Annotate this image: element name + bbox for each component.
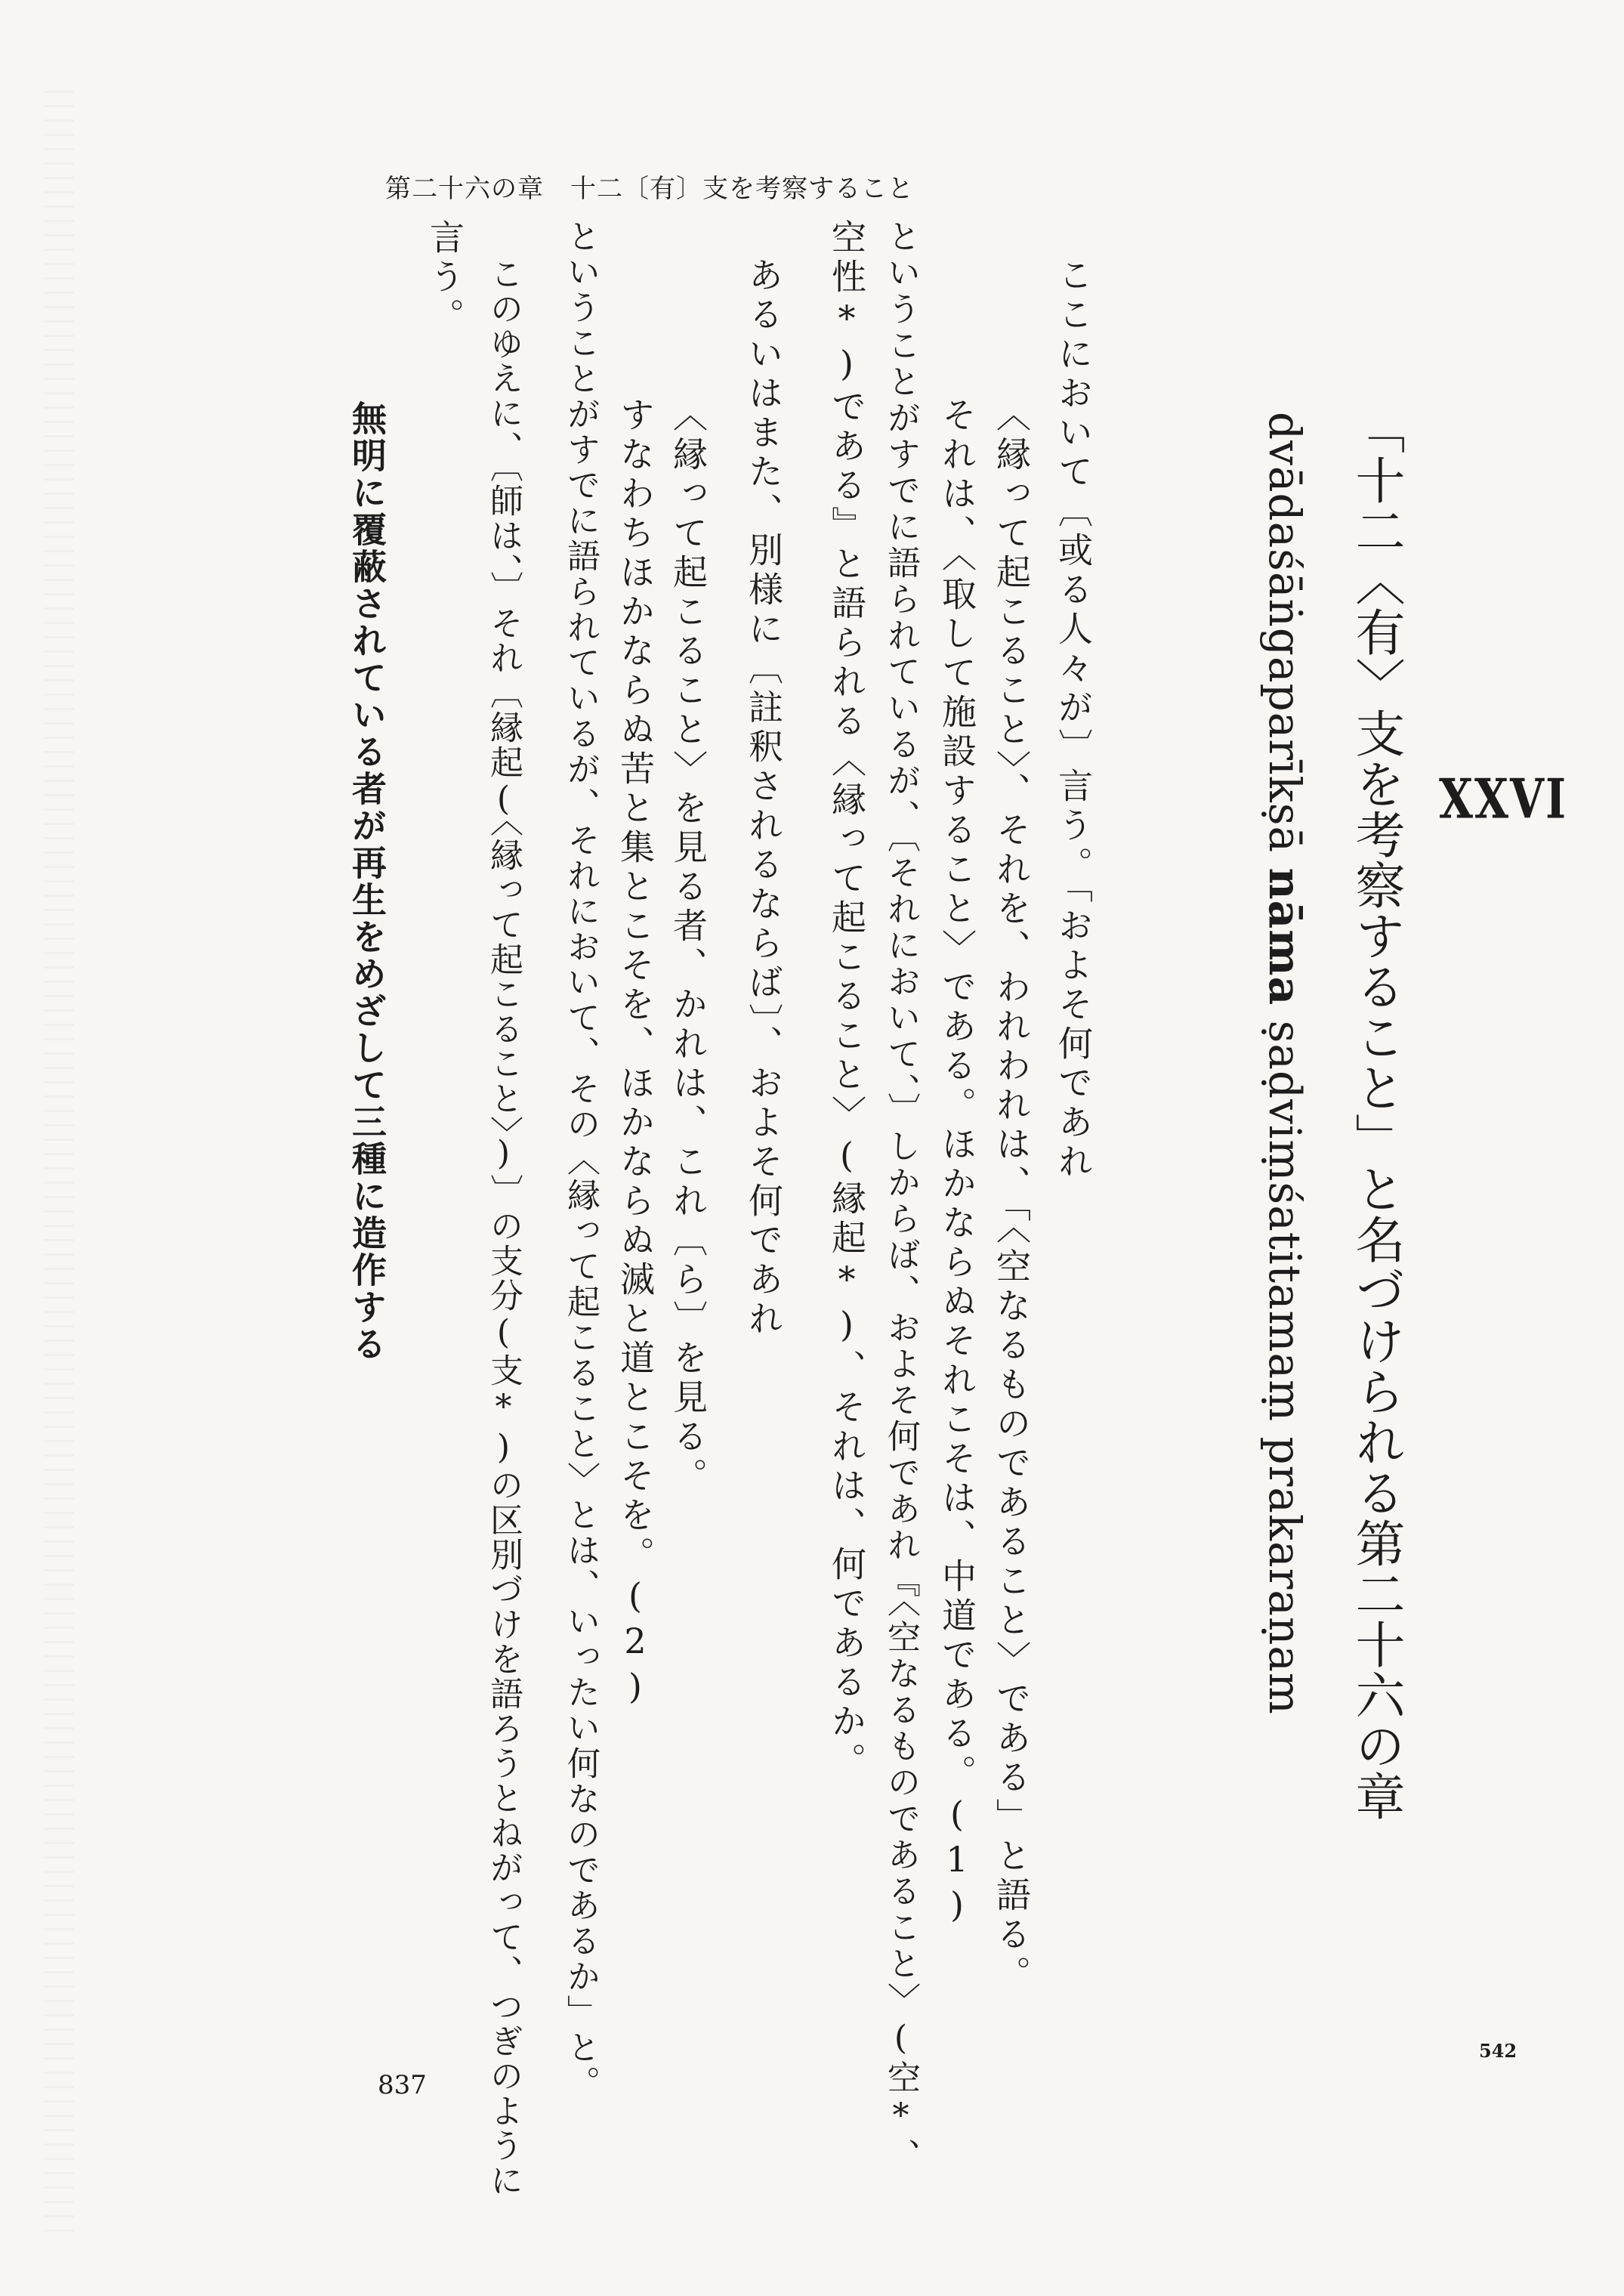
scan-margin-noise bbox=[44, 91, 74, 2244]
paragraph-line-3: それは、〈取して施設すること〉である。ほかならぬそれこそは、中道である。(1) bbox=[937, 397, 977, 1930]
page-number: 837 bbox=[378, 2070, 427, 2100]
paragraph-line-9: ということがすでに語られているが、それにおいて、その〈縁って起こること〉とは、いったい何なのであるか」と。 bbox=[561, 219, 600, 2101]
paragraph-line-7: 〈縁って起こること〉を見る者、かれは、これ〔ら〕を見る。 bbox=[668, 397, 709, 1497]
paragraph-line-10: このゆえに、〔師は、〕それ〔縁起(〈縁って起こること〉)〕の支分(支*)の区別づけを語ろうとねがって、つぎのように bbox=[484, 257, 523, 2198]
paragraph-line-2: 〈縁って起こること〉、それを、われわれは、「〈空なるものであること〉である」と語る。 bbox=[991, 397, 1032, 1995]
sanskrit-title bbox=[1259, 412, 1311, 1715]
section-subheading: 無明に覆蔽されている者が再生をめざして三種に造作する bbox=[347, 400, 387, 1363]
paragraph-line-11: 言う。 bbox=[425, 219, 465, 337]
chapter-title: 「十二〈有〉支を考察すること」と名づけられる第二十六の章 bbox=[1347, 404, 1405, 1822]
chapter-number: XXVI bbox=[1439, 767, 1568, 831]
paragraph-line-6: あるいはまた、別様に〔註釈されるならば〕、およそ何であれ bbox=[743, 257, 784, 1340]
side-page-number: 542 bbox=[1479, 2040, 1517, 2062]
paragraph-line-4: ということがすでに語られているが、〔それにおいて、〕しからば、およそ何であれ『〈空なるものであること〉(空*、 bbox=[881, 219, 920, 2174]
paragraph-line-8: すなわちほかならぬ苦と集とこそを、ほかならぬ滅と道とこそを。(2) bbox=[615, 397, 656, 1711]
paragraph-line-5: 空性*)である』と語られる〈縁って起こること〉(縁起*)、それは、何であるか。 bbox=[826, 219, 867, 1781]
sanskrit-word-3: ṣaḍviṃśatitamaṃ prakaraṇam bbox=[1259, 1020, 1311, 1715]
sanskrit-word-2: nāma bbox=[1259, 867, 1311, 1006]
sanskrit-word-1: dvādaśāṅgaparīkṣā bbox=[1259, 412, 1311, 854]
running-head: 第二十六の章 十二〔有〕支を考察すること bbox=[385, 174, 914, 204]
paragraph-line-1: ここにおいて〔或る人々が〕言う。「およそ何であれ bbox=[1053, 257, 1094, 1182]
